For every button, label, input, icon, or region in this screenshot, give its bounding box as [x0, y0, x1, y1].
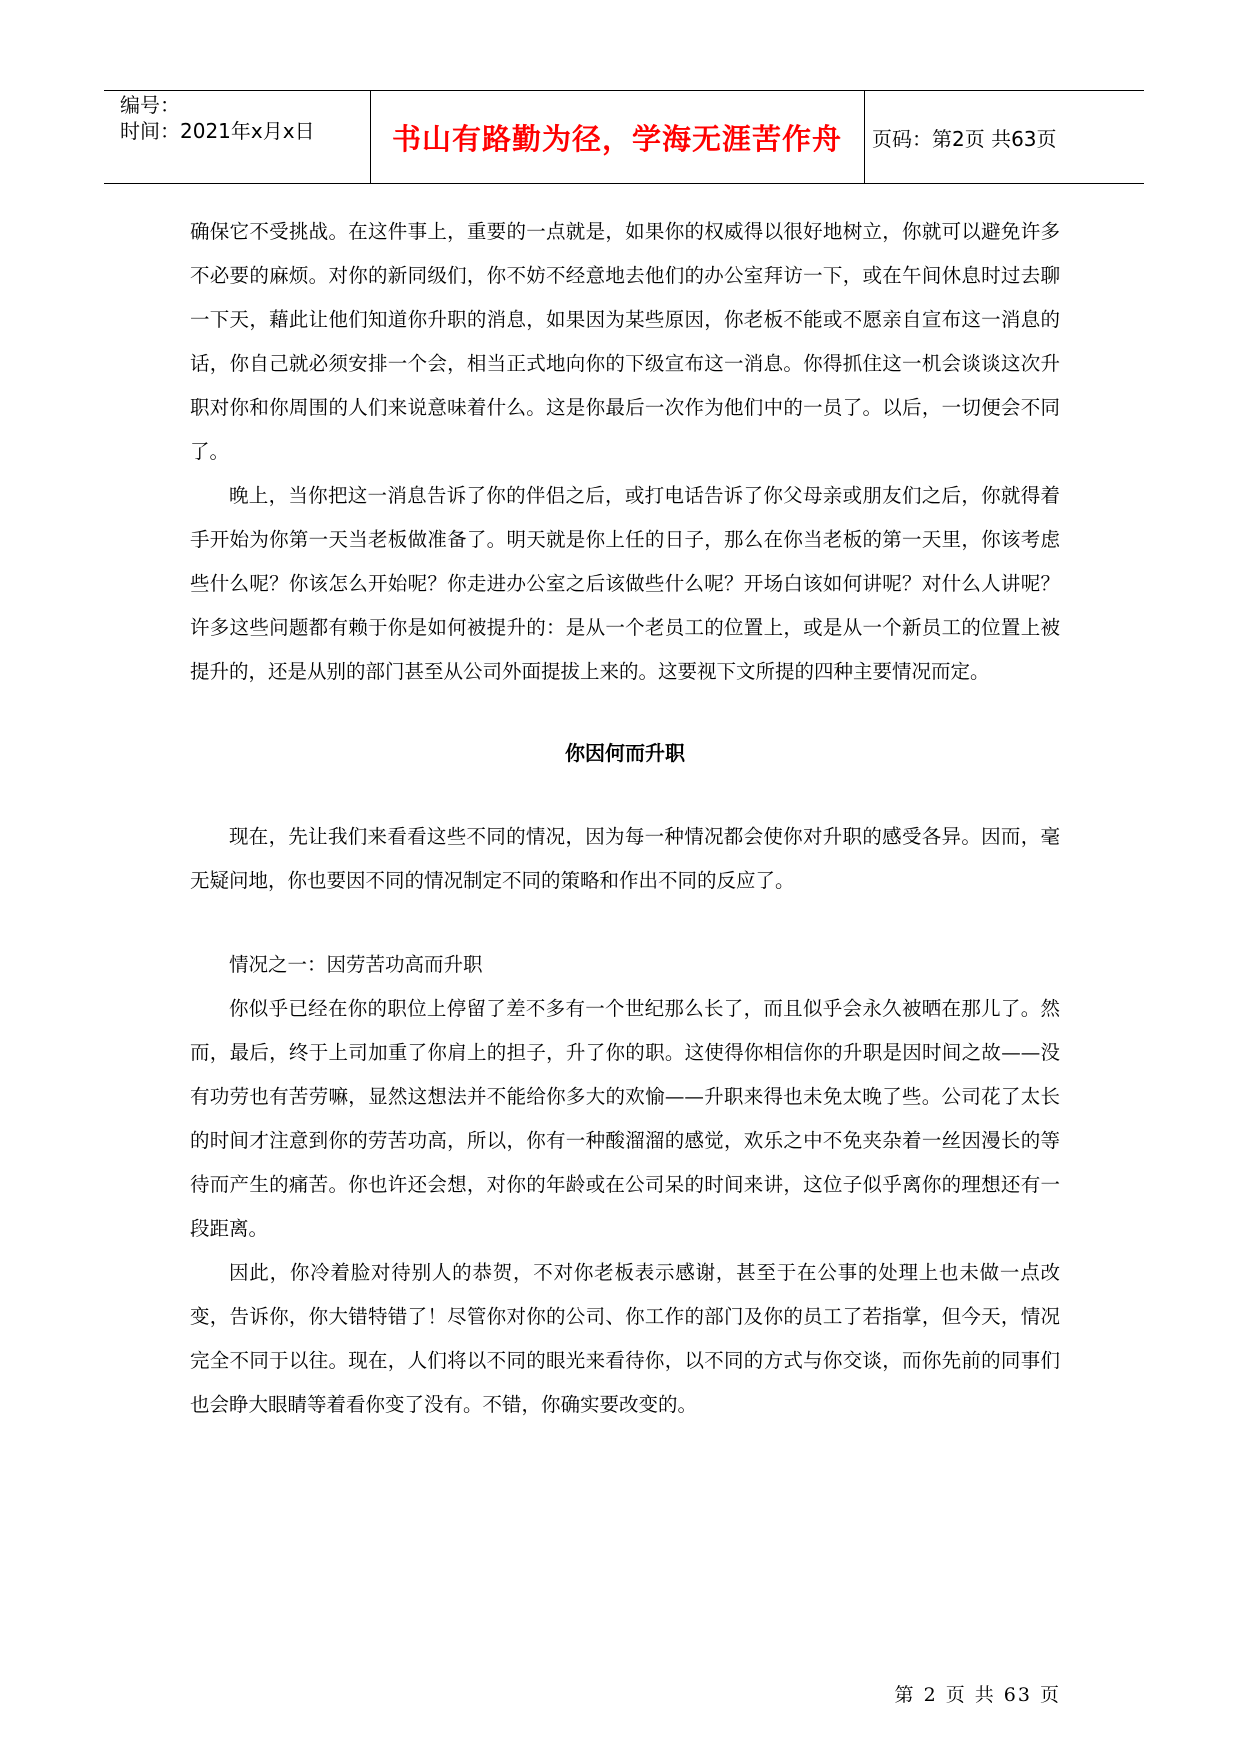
- paragraph: 确保它不受挑战。在这件事上，重要的一点就是，如果你的权威得以很好地树立，你就可以避免许多不必要的麻烦。对你的新同级们，你不妨不经意地去他们的办公室拜访一下，或在午间休息时过去聊一下天，藉此让他们知道你升职的消息，如果因为某些原因，你老板不能或不愿亲自宣布这一消息的话，你自己就必须安排一个会，相当正式地向你的下级宣布这一消息。你得抓住这一机会谈谈这次升职对你和你周围的人们来说意味着什么。这是你最后一次作为他们中的一员了。以后，一切便会不同了。: [190, 220, 1060, 463]
- header-divider-right: [864, 90, 865, 184]
- document-body: [190, 210, 1060, 1427]
- paragraph: 晚上，当你把这一消息告诉了你的伴侣之后，或打电话告诉了你父母亲或朋友们之后，你就得着手开始为你第一天当老板做准备了。明天就是你上任的日子，那么在你当老板的第一天里，你该考虑些什么呢？你该怎么开始呢？你走进办公室之后该做些什么呢？开场白该如何讲呢？对什么人讲呢？许多这些问题都有赖于你是如何被提升的：是从一个老员工的位置上，或是从一个新员工的位置上被提升的，还是从别的部门甚至从公司外面提拔上来的。这要视下文所提的四种主要情况而定。: [190, 484, 1060, 683]
- case-subheading: 情况之一：因劳苦功高而升职: [229, 953, 483, 976]
- section-heading: 你因何而升职: [565, 741, 685, 765]
- page-footer: 第 2 页 共 63 页: [894, 1684, 1061, 1706]
- header-bottom-rule: [104, 183, 1144, 184]
- document-number-label: 编号：: [120, 93, 180, 117]
- document-time-label: 时间：2021年x月x日: [120, 119, 315, 143]
- paragraph: 现在，先让我们来看看这些不同的情况，因为每一种情况都会使你对升职的感受各异。因而，毫无疑问地，你也要因不同的情况制定不同的策略和作出不同的反应了。: [190, 825, 1060, 892]
- paragraph: 你似乎已经在你的职位上停留了差不多有一个世纪那么长了，而且似乎会永久被晒在那儿了。然而，最后，终于上司加重了你肩上的担子，升了你的职。这使得你相信你的升职是因时间之故——没有功劳也有苦劳嘛，显然这想法并不能给你多大的欢愉——升职来得也未免太晚了些。公司花了太长的时间才注意到你的劳苦功高，所以，你有一种酸溜溜的感觉，欢乐之中不免夹杂着一丝因漫长的等待而产生的痛苦。你也许还会想，对你的年龄或在公司呆的时间来讲，这位子似乎离你的理想还有一段距离。: [190, 997, 1060, 1240]
- header-motto: 书山有路勤为径，学海无涯苦作舟: [391, 121, 842, 156]
- header-page-number: 页码：第2页 共63页: [872, 126, 1057, 151]
- header-left-info: [120, 92, 315, 144]
- page-header: [104, 90, 1144, 184]
- paragraph: 因此，你冷着脸对待别人的恭贺，不对你老板表示感谢，甚至于在公事的处理上也未做一点改变，告诉你，你大错特错了！尽管你对你的公司、你工作的部门及你的员工了若指掌，但今天，情况完全不同于以往。现在，人们将以不同的眼光来看待你，以不同的方式与你交谈，而你先前的同事们也会睁大眼睛等着看你变了没有。不错，你确实要改变的。: [190, 1261, 1060, 1416]
